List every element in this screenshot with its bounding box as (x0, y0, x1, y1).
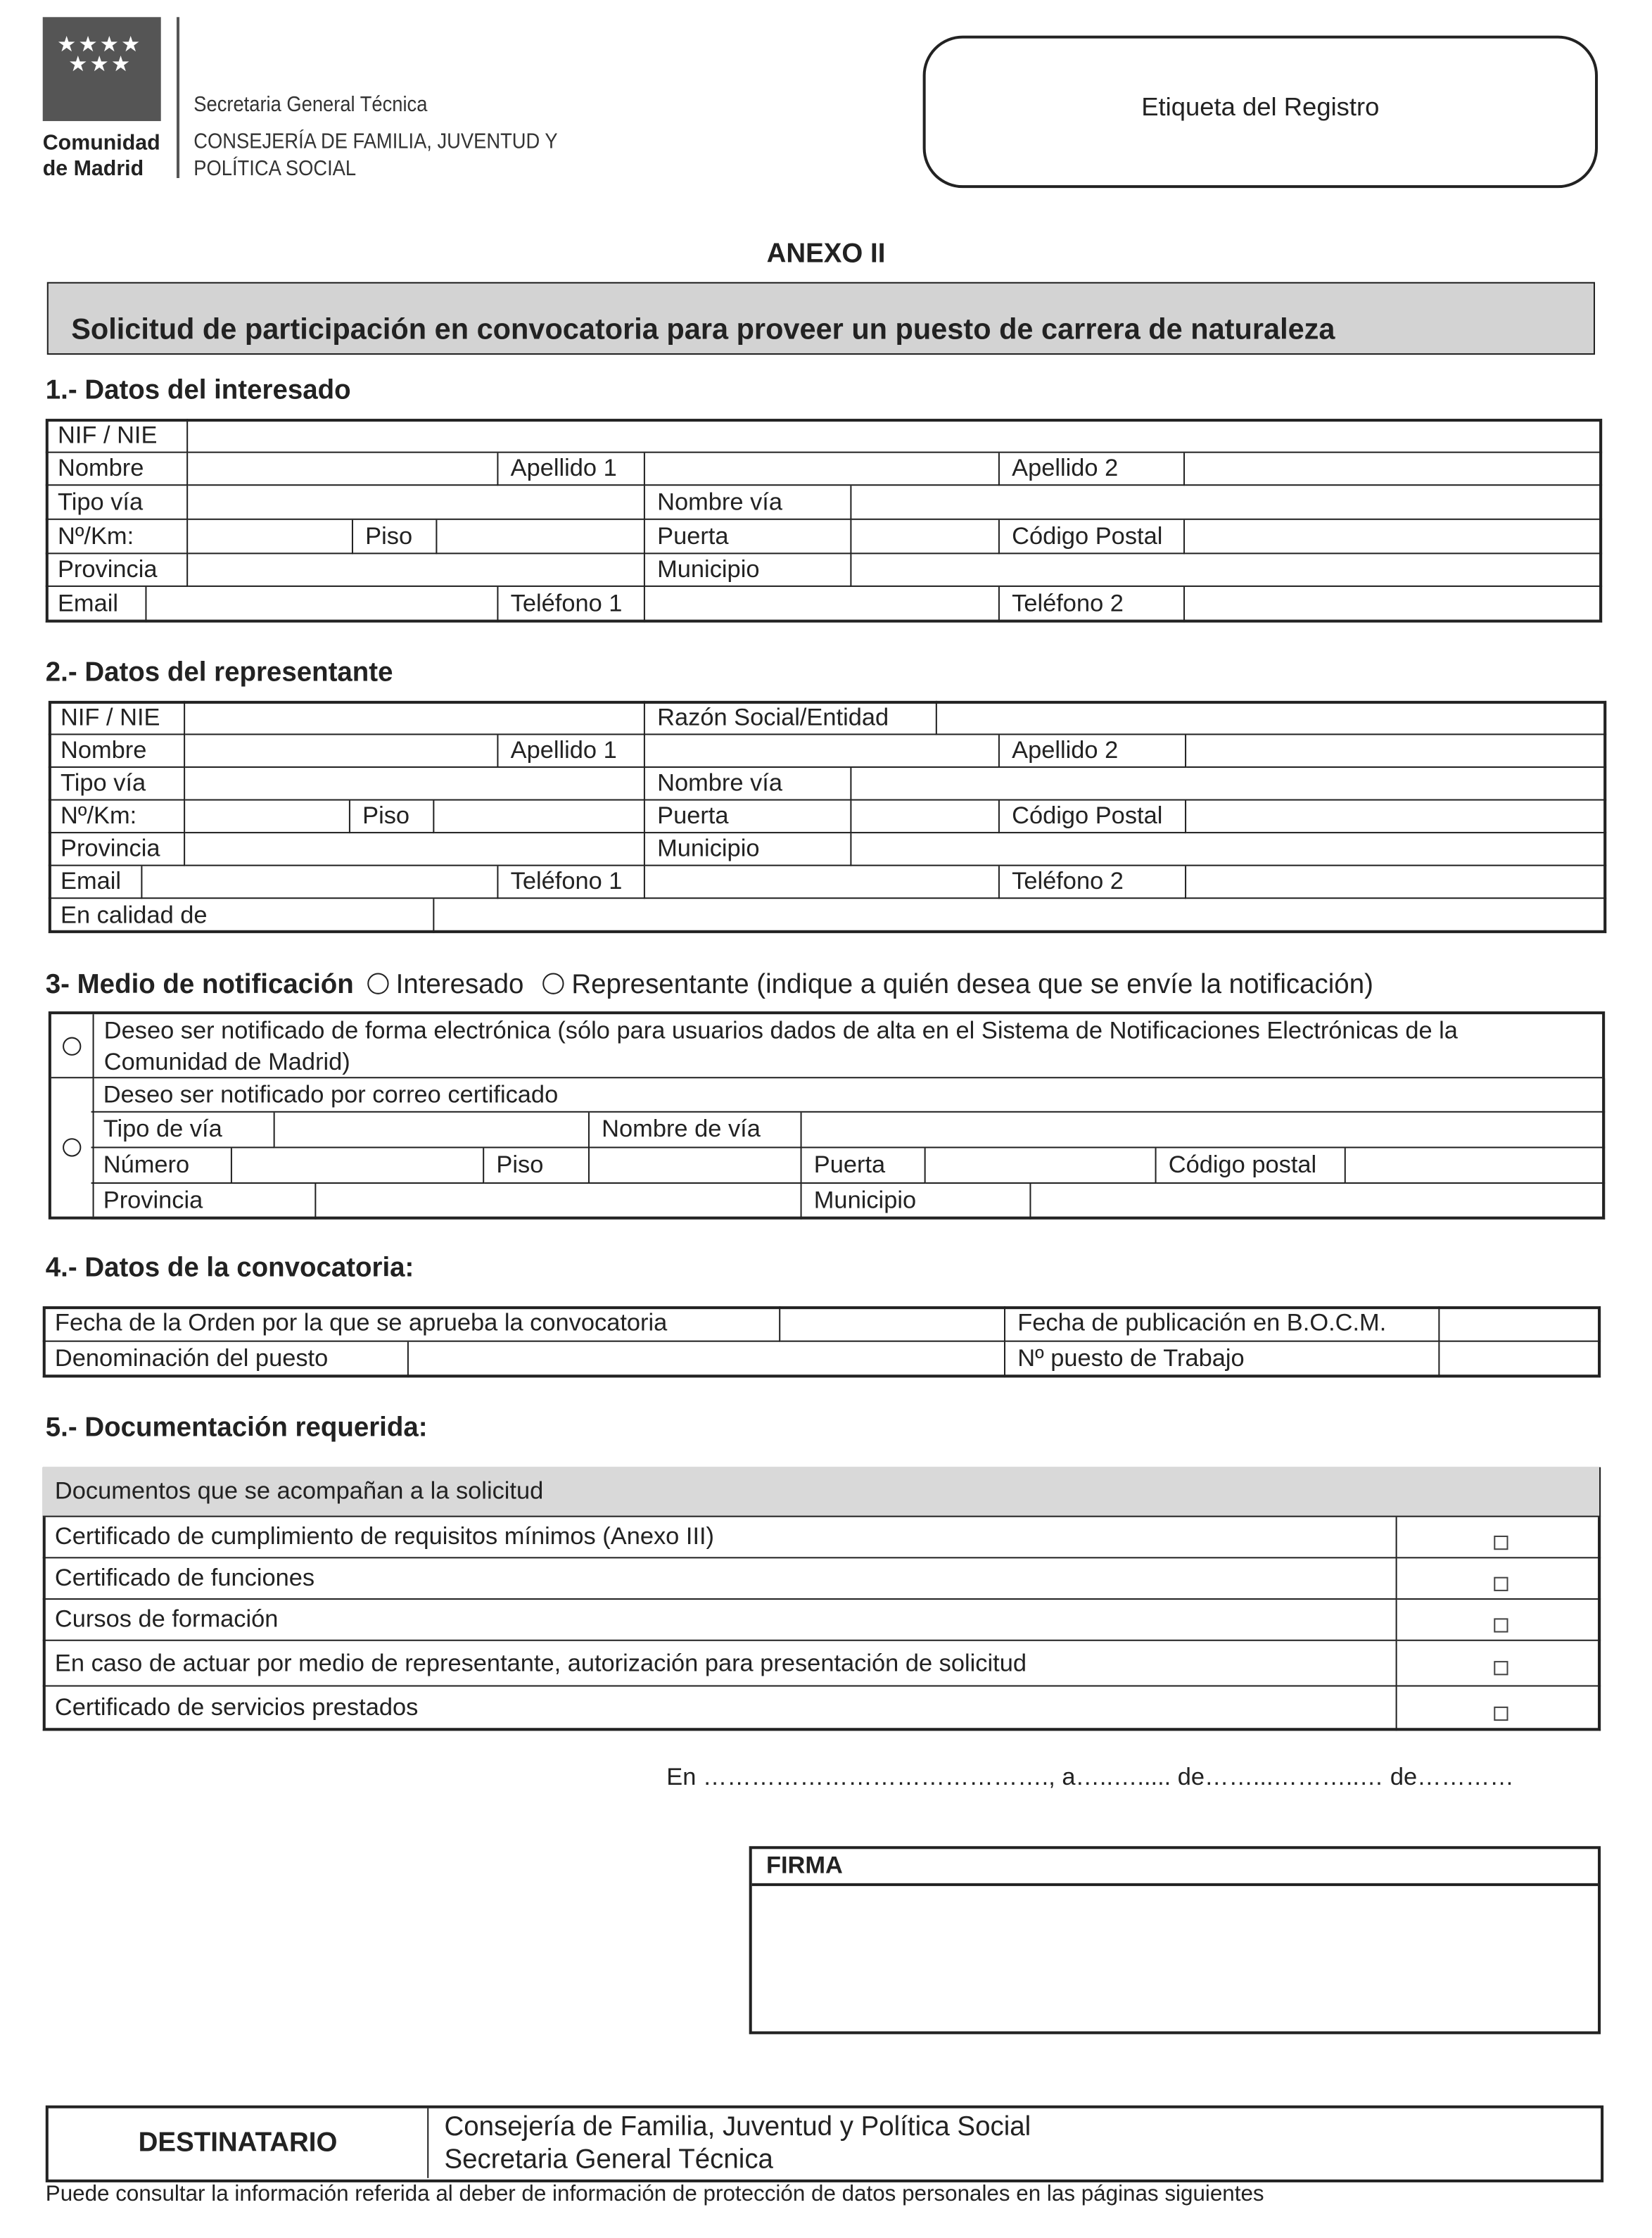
section1-heading: 1.- Datos del interesado (45, 376, 351, 406)
logo-text-line2: de Madrid (42, 156, 144, 182)
input-field[interactable] (141, 866, 497, 899)
input-field[interactable] (1186, 734, 1606, 767)
date-place-line[interactable]: En ……………………………………., a…..…..... de……...………..… de………… (666, 1763, 1514, 1791)
input-field[interactable] (644, 586, 999, 622)
section3-heading-row (46, 970, 1373, 1001)
document-label: Cursos de formación (42, 1599, 1397, 1640)
form-title: Solicitud de participación en convocatoria para proveer un puesto de carrera de naturaleza (71, 313, 1335, 346)
label-s2-tipo-via: Tipo vía (48, 767, 184, 800)
label-s2-email: Email (48, 866, 142, 899)
document-checkbox[interactable] (1494, 1617, 1508, 1631)
label-s2-piso: Piso (350, 800, 433, 833)
label-s1-nif: NIF / NIE (45, 418, 187, 453)
input-field[interactable] (231, 1147, 483, 1183)
label-s3-municipio: Municipio (801, 1183, 1031, 1219)
label-s1-puerta: Puerta (644, 519, 851, 554)
recipient-line2: Secretaria General Técnica (444, 2145, 773, 2175)
radio-representante-label: Representante (indique a quién desea que se envíe la notificación) (571, 970, 1373, 1000)
label-s3-postal: Deseo ser notificado por correo certificado (91, 1077, 1605, 1112)
label-s2-apellido1: Apellido 1 (497, 734, 644, 767)
electronic-option-line2: Comunidad de Madrid) (103, 1048, 350, 1076)
input-field[interactable] (184, 833, 644, 866)
call-data-table (43, 1306, 1601, 1377)
label-s1-nombre: Nombre (45, 453, 187, 486)
label-s2-razon: Razón Social/Entidad (644, 700, 936, 735)
label-s2-nombre-via: Nombre vía (644, 767, 851, 800)
radio-interesado[interactable] (367, 973, 388, 994)
input-field[interactable] (851, 519, 999, 554)
label-s3-tipo-via: Tipo de vía (91, 1112, 274, 1148)
label-s2-nombre: Nombre (48, 734, 184, 767)
input-field[interactable] (1345, 1147, 1604, 1183)
label-s1-tipo-via: Tipo vía (45, 485, 187, 519)
org-line2: CONSEJERÍA DE FAMILIA, JUVENTUD Y (193, 129, 558, 154)
document-label: Certificado de servicios prestados (42, 1686, 1397, 1731)
label-s4-num-puesto: Nº puesto de Trabajo (1005, 1341, 1439, 1377)
input-field[interactable] (1184, 586, 1601, 622)
label-s1-piso: Piso (352, 519, 436, 554)
label-s2-provincia: Provincia (48, 833, 184, 866)
input-field[interactable] (187, 519, 352, 554)
input-field[interactable] (851, 485, 1601, 519)
label-s4-fecha-bocm: Fecha de publicación en B.O.C.M. (1005, 1306, 1439, 1341)
header-divider (177, 17, 179, 178)
input-field[interactable] (780, 1306, 1005, 1341)
annex-title: ANEXO II (766, 239, 886, 270)
comunidad-madrid-logo: ★ ★ ★ ★ ★ ★ ★ (43, 17, 161, 121)
section4-heading: 4.- Datos de la convocatoria: (45, 1253, 414, 1284)
input-field[interactable] (801, 1112, 1605, 1148)
label-s1-nombre-via: Nombre vía (644, 485, 851, 519)
label-s2-nif: NIF / NIE (48, 700, 184, 735)
label-s2-tel2: Teléfono 2 (999, 866, 1186, 899)
input-field[interactable] (187, 485, 644, 519)
document-label: Certificado de funciones (42, 1557, 1397, 1599)
label-s1-cp: Código Postal (999, 519, 1184, 554)
label-s4-fecha-orden: Fecha de la Orden por la que se aprueba la convocatoria (42, 1306, 780, 1341)
label-s1-tel2: Teléfono 2 (999, 586, 1184, 622)
input-field[interactable] (851, 767, 1606, 800)
org-line3: POLÍTICA SOCIAL (193, 156, 357, 182)
input-field[interactable] (1184, 453, 1601, 486)
input-field[interactable] (1186, 866, 1606, 899)
input-field[interactable] (184, 700, 644, 735)
input-field[interactable] (851, 800, 999, 833)
label-s3-nombre-via: Nombre de vía (589, 1112, 801, 1148)
input-field[interactable] (433, 800, 644, 833)
label-s2-puerta: Puerta (644, 800, 851, 833)
label-s1-num: Nº/Km: (45, 519, 187, 554)
input-field[interactable] (1439, 1306, 1600, 1341)
radio-representante[interactable] (542, 973, 564, 994)
label-s1-tel1: Teléfono 1 (497, 586, 644, 622)
radio-electronic[interactable] (63, 1037, 81, 1056)
org-line1: Secretaria General Técnica (193, 92, 428, 117)
input-field[interactable] (851, 833, 1606, 866)
label-s3-provincia: Provincia (91, 1183, 316, 1219)
registry-label-box (923, 36, 1598, 189)
label-s1-apellido2: Apellido 2 (999, 453, 1184, 486)
label-s3-puerta: Puerta (801, 1147, 925, 1183)
applicant-data-table (46, 419, 1602, 622)
input-field[interactable] (187, 418, 1601, 453)
document-label: Certificado de cumplimiento de requisitos mínimos (Anexo III) (42, 1517, 1397, 1558)
notification-table (49, 1011, 1605, 1220)
label-s2-num: Nº/Km: (48, 800, 184, 833)
radio-interesado-label: Interesado (395, 970, 524, 1000)
label-s1-municipio: Municipio (644, 553, 851, 586)
input-field[interactable] (187, 553, 644, 586)
registry-label: Etiqueta del Registro (1141, 92, 1380, 122)
recipient-line1: Consejería de Familia, Juventud y Política Social (444, 2112, 1031, 2143)
signature-label: FIRMA (752, 1849, 1598, 1886)
input-field[interactable] (146, 586, 497, 622)
input-field[interactable] (644, 866, 999, 899)
input-field[interactable] (436, 519, 644, 554)
input-field[interactable] (644, 453, 999, 486)
representative-data-table (49, 701, 1606, 933)
radio-postal[interactable] (63, 1138, 81, 1156)
input-field[interactable] (1186, 800, 1606, 833)
section3-heading: 3- Medio de notificación (45, 970, 354, 1000)
label-s3-piso: Piso (483, 1147, 589, 1183)
section5-heading: 5.- Documentación requerida: (45, 1412, 428, 1443)
input-field[interactable] (936, 700, 1606, 735)
label-s2-municipio: Municipio (644, 833, 851, 866)
electronic-option-line1: Deseo ser notificado de forma electrónica (sólo para usuarios dados de alta en el Sistema de Notificaciones Electrónicas de la (103, 1017, 1458, 1044)
required-documents-table (43, 1467, 1601, 1731)
input-field[interactable] (589, 1147, 801, 1183)
form-title-box (47, 282, 1595, 355)
label-s2-apellido2: Apellido 2 (999, 734, 1186, 767)
input-field[interactable] (315, 1183, 801, 1219)
input-field[interactable] (408, 1341, 1005, 1377)
signature-box (749, 1846, 1601, 2034)
input-field[interactable] (1184, 519, 1601, 554)
label-s1-email: Email (45, 586, 146, 622)
footer-note: Puede consultar la información referida al deber de información de protección de datos personales en las páginas siguientes (45, 2182, 1264, 2207)
signature-area[interactable] (752, 1888, 1598, 2031)
recipient-label: DESTINATARIO (49, 2109, 428, 2178)
label-s1-apellido1: Apellido 1 (497, 453, 644, 486)
document-checkbox[interactable] (1494, 1706, 1508, 1720)
input-field[interactable] (187, 453, 497, 486)
input-field[interactable] (925, 1147, 1156, 1183)
label-s5-table-header: Documentos que se acompañan a la solicitud (42, 1467, 1600, 1517)
input-field[interactable] (184, 734, 497, 767)
label-s2-calidad: En calidad de (48, 898, 434, 932)
section2-heading: 2.- Datos del representante (45, 658, 393, 688)
document-checkbox[interactable] (1494, 1535, 1508, 1549)
document-label: En caso de actuar por medio de representante, autorización para presentación de solicitud (42, 1640, 1397, 1686)
logo-text-line1: Comunidad (42, 131, 160, 156)
label-s3-numero: Número (91, 1147, 231, 1183)
label-s4-denominacion: Denominación del puesto (42, 1341, 408, 1377)
input-field[interactable] (1030, 1183, 1604, 1219)
label-s2-cp: Código Postal (999, 800, 1186, 833)
input-field[interactable] (851, 553, 1601, 586)
input-field[interactable] (274, 1112, 589, 1148)
input-field[interactable] (184, 800, 350, 833)
label-s3-cp: Código postal (1156, 1147, 1345, 1183)
label-s1-provincia: Provincia (45, 553, 187, 586)
document-checkbox[interactable] (1494, 1576, 1508, 1591)
input-field[interactable] (433, 898, 1606, 932)
document-checkbox[interactable] (1494, 1661, 1508, 1675)
recipient-box (46, 2106, 1603, 2182)
input-field[interactable] (1439, 1341, 1600, 1377)
input-field[interactable] (644, 734, 999, 767)
label-s2-tel1: Teléfono 1 (497, 866, 644, 899)
input-field[interactable] (184, 767, 644, 800)
